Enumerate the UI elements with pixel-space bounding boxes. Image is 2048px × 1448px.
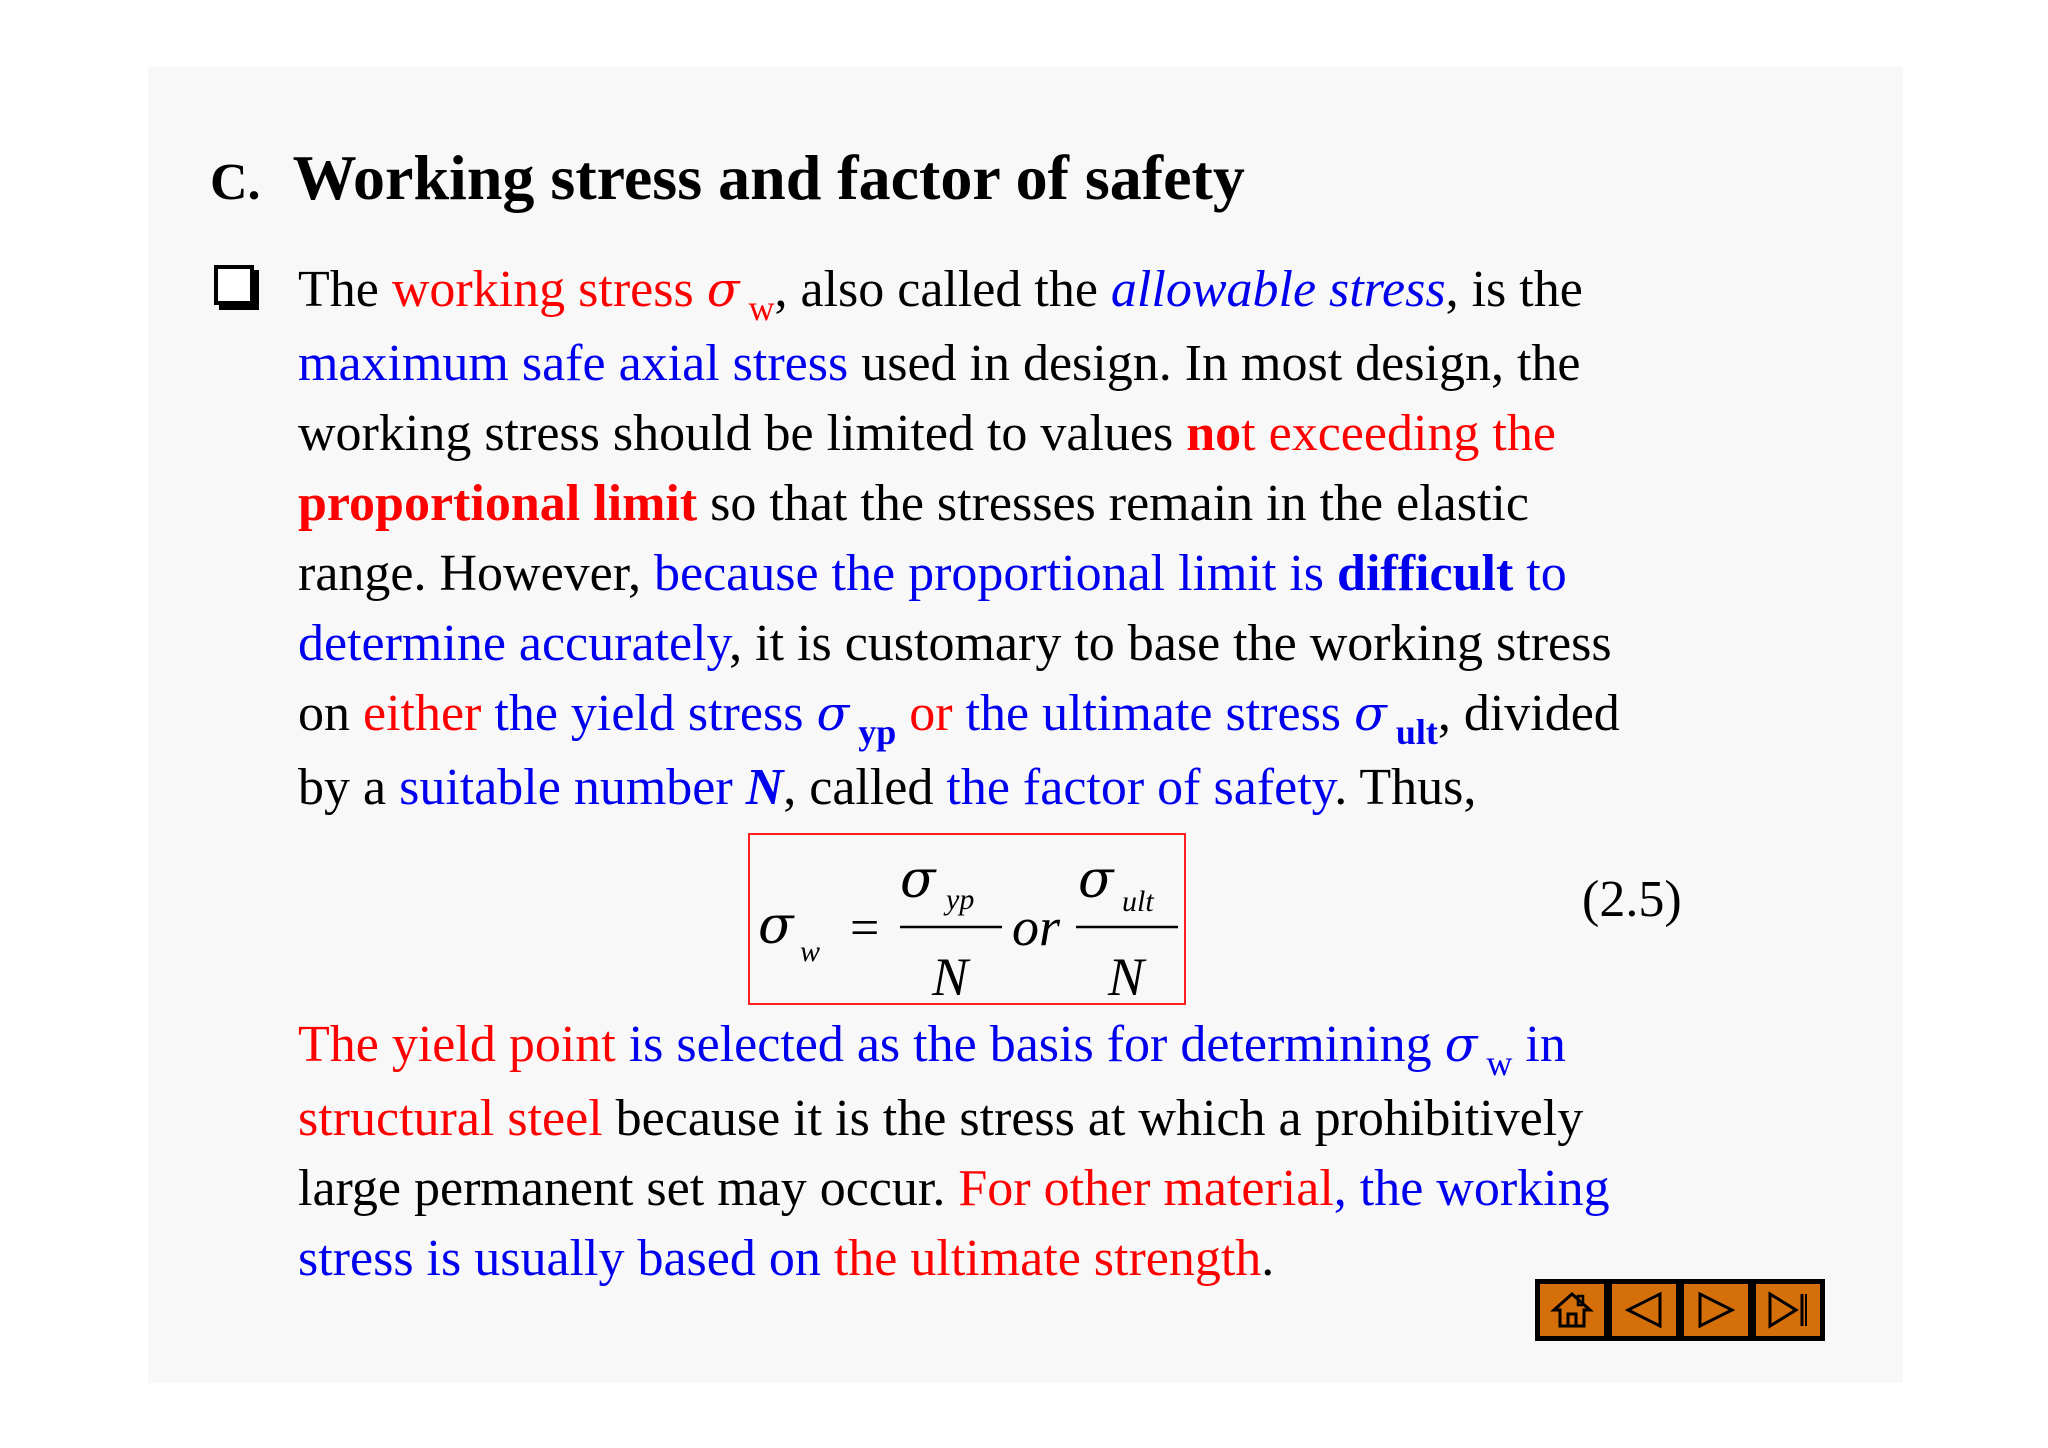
home-icon — [1550, 1290, 1594, 1330]
text-line — [298, 469, 1878, 539]
text-run: so that the stresses remain in the elastic — [697, 475, 1529, 532]
text-run: on — [298, 685, 363, 742]
text-run: the factor of safety — [946, 759, 1335, 816]
formula-equals: = — [850, 900, 880, 957]
sigma-symbol: σ — [816, 686, 850, 742]
text-run: , called — [783, 759, 947, 816]
formula-lhs-subscript: w — [800, 935, 821, 968]
text-line — [298, 329, 1878, 399]
last-icon — [1766, 1290, 1810, 1330]
text-line — [298, 679, 1878, 753]
subscript: yp — [849, 712, 897, 752]
text-line — [298, 255, 1878, 329]
text-run: the ultimate strength — [833, 1230, 1262, 1287]
paragraph-yield-point — [298, 1010, 1878, 1294]
text-run: to — [1513, 545, 1567, 602]
text-line — [298, 1154, 1878, 1224]
subscript: ult — [1386, 712, 1438, 752]
subscript: w — [1477, 1043, 1513, 1083]
text-run: , divided — [1437, 685, 1620, 742]
text-line — [298, 753, 1878, 823]
text-run: because the proportional limit is — [653, 545, 1338, 602]
text-run: , it is customary to base the working stress — [729, 615, 1612, 672]
slide-navigation — [1535, 1279, 1825, 1341]
slide-title — [210, 138, 1245, 223]
formula-lhs-sigma: σ — [758, 896, 794, 956]
text-run: For other material — [958, 1160, 1334, 1217]
text-run: range. However, — [298, 545, 654, 602]
text-run: , also called the — [774, 261, 1111, 318]
text-line — [298, 539, 1878, 609]
text-run: , the working — [1333, 1160, 1610, 1217]
text-run: N — [745, 759, 784, 816]
formula-num2-subscript: ult — [1122, 885, 1154, 918]
title-text: Working stress and factor of safety — [292, 142, 1245, 213]
text-run: t exceeding the — [1241, 405, 1556, 462]
subscript: w — [739, 288, 775, 328]
section-letter: C. — [210, 154, 261, 211]
formula-den2: N — [1108, 947, 1145, 1007]
formula-or: or — [1012, 897, 1061, 957]
sigma-symbol: σ — [1444, 1017, 1478, 1073]
text-run: in — [1512, 1016, 1566, 1073]
text-run: The — [298, 261, 392, 318]
text-run: . Thus, — [1334, 759, 1477, 816]
text-line — [298, 1084, 1878, 1154]
formula-num1-sigma: σ — [900, 850, 936, 910]
text-run: , is the — [1445, 261, 1583, 318]
paragraph-working-stress — [298, 255, 1878, 823]
text-run: suitable number — [399, 759, 746, 816]
text-line — [298, 399, 1878, 469]
formula-box — [748, 833, 1186, 1005]
next-button[interactable] — [1681, 1281, 1751, 1339]
checkbox-bullet-icon — [214, 265, 254, 305]
last-button[interactable] — [1753, 1281, 1823, 1339]
text-run: the ultimate stress — [952, 685, 1355, 742]
formula-den1: N — [932, 947, 969, 1007]
text-run: working stress — [391, 261, 707, 318]
text-run: is selected as the basis for determining — [615, 1016, 1445, 1073]
text-run: or — [896, 685, 953, 742]
previous-button[interactable] — [1609, 1281, 1679, 1339]
equation-number: (2.5) — [1582, 871, 1682, 928]
text-run: The yield point — [298, 1016, 616, 1073]
text-run: structural steel — [298, 1090, 603, 1147]
text-run: by a — [298, 759, 400, 816]
text-run: no — [1186, 405, 1242, 462]
text-run: stress is usually based on — [298, 1230, 834, 1287]
next-icon — [1694, 1290, 1738, 1330]
text-run: working stress should be limited to values — [298, 405, 1187, 462]
formula-svg — [750, 835, 1188, 1007]
formula-num1-subscript: yp — [946, 883, 975, 916]
text-run: either — [363, 685, 482, 742]
text-run: the yield stress — [481, 685, 817, 742]
previous-icon — [1622, 1290, 1666, 1330]
text-run: because it is the stress at which a prohibitively — [602, 1090, 1584, 1147]
text-run: allowable stress — [1110, 261, 1446, 318]
text-run: large permanent set may occur. — [298, 1160, 959, 1217]
formula-num2-sigma: σ — [1078, 850, 1114, 910]
text-line — [298, 609, 1878, 679]
text-run: . — [1261, 1230, 1275, 1287]
text-line — [298, 1010, 1878, 1084]
text-run: maximum safe axial stress — [298, 335, 849, 392]
text-run: used in design. In most design, the — [848, 335, 1581, 392]
sigma-symbol: σ — [1354, 686, 1387, 742]
text-run: proportional limit — [298, 475, 698, 532]
text-run: determine accurately — [298, 615, 730, 672]
text-run: difficult — [1337, 545, 1514, 602]
home-button[interactable] — [1537, 1281, 1607, 1339]
sigma-symbol: σ — [706, 262, 740, 318]
